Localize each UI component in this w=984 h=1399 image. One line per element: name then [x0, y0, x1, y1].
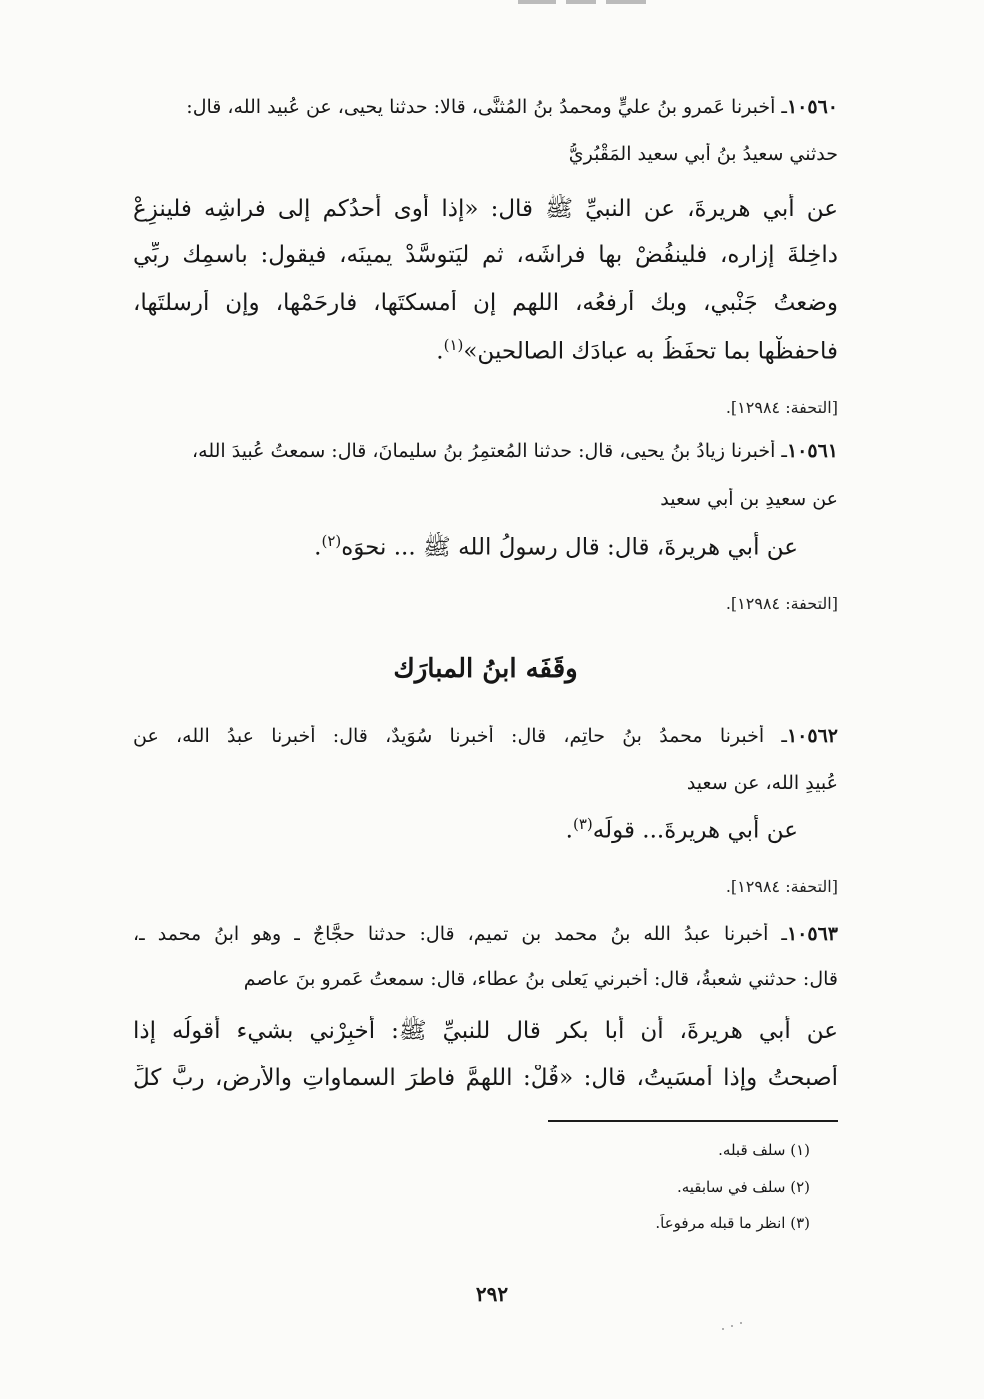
scan-speck	[731, 1325, 733, 1327]
hadith-text-line: داخِلةَ إزارِه، فلينفُضْ بها فراشَه، ثم ليَتوسَّدْ يمينَه، فيقول: باسمِك ربِّي	[133, 242, 838, 268]
hadith-chain-line: قال: حدثني شعبةُ، قال: أخبرني يَعلى بنُ عطاء، قال: سمعتُ عَمرو بنَ عاصم	[243, 968, 838, 990]
hadith-chain-line: ١٠٥٦٠ـ أخبرنا عَمرو بنُ عليٍّ ومحمدُ بنُ المُثنَّى، قالا: حدثنا يحيى، عن عُبيد الله، قال:	[186, 96, 838, 118]
hadith-chain-line: عن سعيدِ بن أبي سعيد	[660, 488, 838, 510]
hadith-text-line: عن أبي هريرةَ... قولَه$^{(٣)}$.	[565, 815, 798, 844]
hadith-chain-line: ١٠٥٦٣ـ أخبرنا عبدُ الله بنُ محمد بن تميم، قال: حدثنا حجَّاجٌ ـ وهو ابنُ محمد ـ،	[133, 923, 838, 945]
hadith-chain-line: ١٠٥٦٢ـ أخبرنا محمدُ بنُ حاتِم، قال: أخبرنا سُوَيدٌ، قال: أخبرنا عبدُ الله، عن	[133, 725, 838, 747]
footnote-separator	[548, 1120, 838, 1122]
scan-mark	[518, 0, 556, 4]
footnote-item: (٣) انظر ما قبله مرفوعاً.	[655, 1214, 810, 1232]
tuhfa-reference: [التحفة: ١٢٩٨٤].	[725, 398, 838, 417]
hadith-number: ١٠٥٦٣	[786, 923, 838, 945]
hadith-chain-line: ١٠٥٦١ـ أخبرنا زيادُ بنُ يحيى، قال: حدثنا المُعتمِرُ بنُ سليمانَ، قال: سمعتُ عُبيدَ الله،	[192, 440, 838, 462]
scan-mark	[566, 0, 596, 4]
hadith-text-line: فاحفظْها بما تحفَظُ به عبادَك الصالحين»$^{(١)}$.	[436, 336, 838, 365]
tuhfa-reference: [التحفة: ١٢٩٨٤].	[725, 594, 838, 613]
hadith-number: ١٠٥٦١	[786, 440, 838, 462]
section-heading: وقَفَه ابنُ المبارَك	[393, 654, 578, 684]
footnote-marker: (٣)	[572, 815, 593, 833]
tuhfa-reference: [التحفة: ١٢٩٨٤].	[725, 877, 838, 896]
page-number: ٢٩٢	[475, 1282, 509, 1306]
hadith-number: ١٠٥٦٠	[786, 96, 838, 118]
scan-speck	[722, 1328, 724, 1330]
footnote-marker: (١)	[443, 336, 464, 354]
hadith-chain-line: حدثني سعيدُ بنُ أبي سعيد المَقْبُريُّ	[568, 143, 838, 165]
hadith-text-line: عن أبي هريرةَ، قال: قال رسولُ الله ﷺ ... نحوَه$^{(٢)}$.	[314, 532, 798, 561]
hadith-text-line: وضعتُ جَنْبي، وبك أرفعُه، اللهم إن أمسكتَها، فارحَمْها، وإن أرسلتَها،	[133, 290, 838, 316]
footnote-item: (٢) سلف في سابقيه.	[676, 1178, 810, 1196]
footnote-item: (١) سلف قبله.	[718, 1141, 810, 1159]
hadith-text-line: عن أبي هريرةَ، أن أبا بكر قال للنبيِّ ﷺ: أخبِرْني بشيء أقولُه إذا	[133, 1018, 838, 1044]
hadith-text-line: عن أبي هريرةَ، عن النبيِّ ﷺ قال: «إذا أوى أحدُكم إلى فراشِه فلينزِعْ	[133, 196, 838, 222]
footnote-marker: (٢)	[321, 532, 342, 550]
scan-speck	[740, 1322, 742, 1324]
scan-mark	[606, 0, 646, 4]
hadith-number: ١٠٥٦٢	[786, 725, 838, 747]
hadith-chain-line: عُبيدِ الله، عن سعيد	[686, 772, 838, 794]
hadith-text-line: أصبحتُ وإذا أمسَيتُ، قال: «قُلْ: اللهمَّ فاطرَ السماواتِ والأرض، ربَّ كلِّ	[133, 1065, 838, 1091]
